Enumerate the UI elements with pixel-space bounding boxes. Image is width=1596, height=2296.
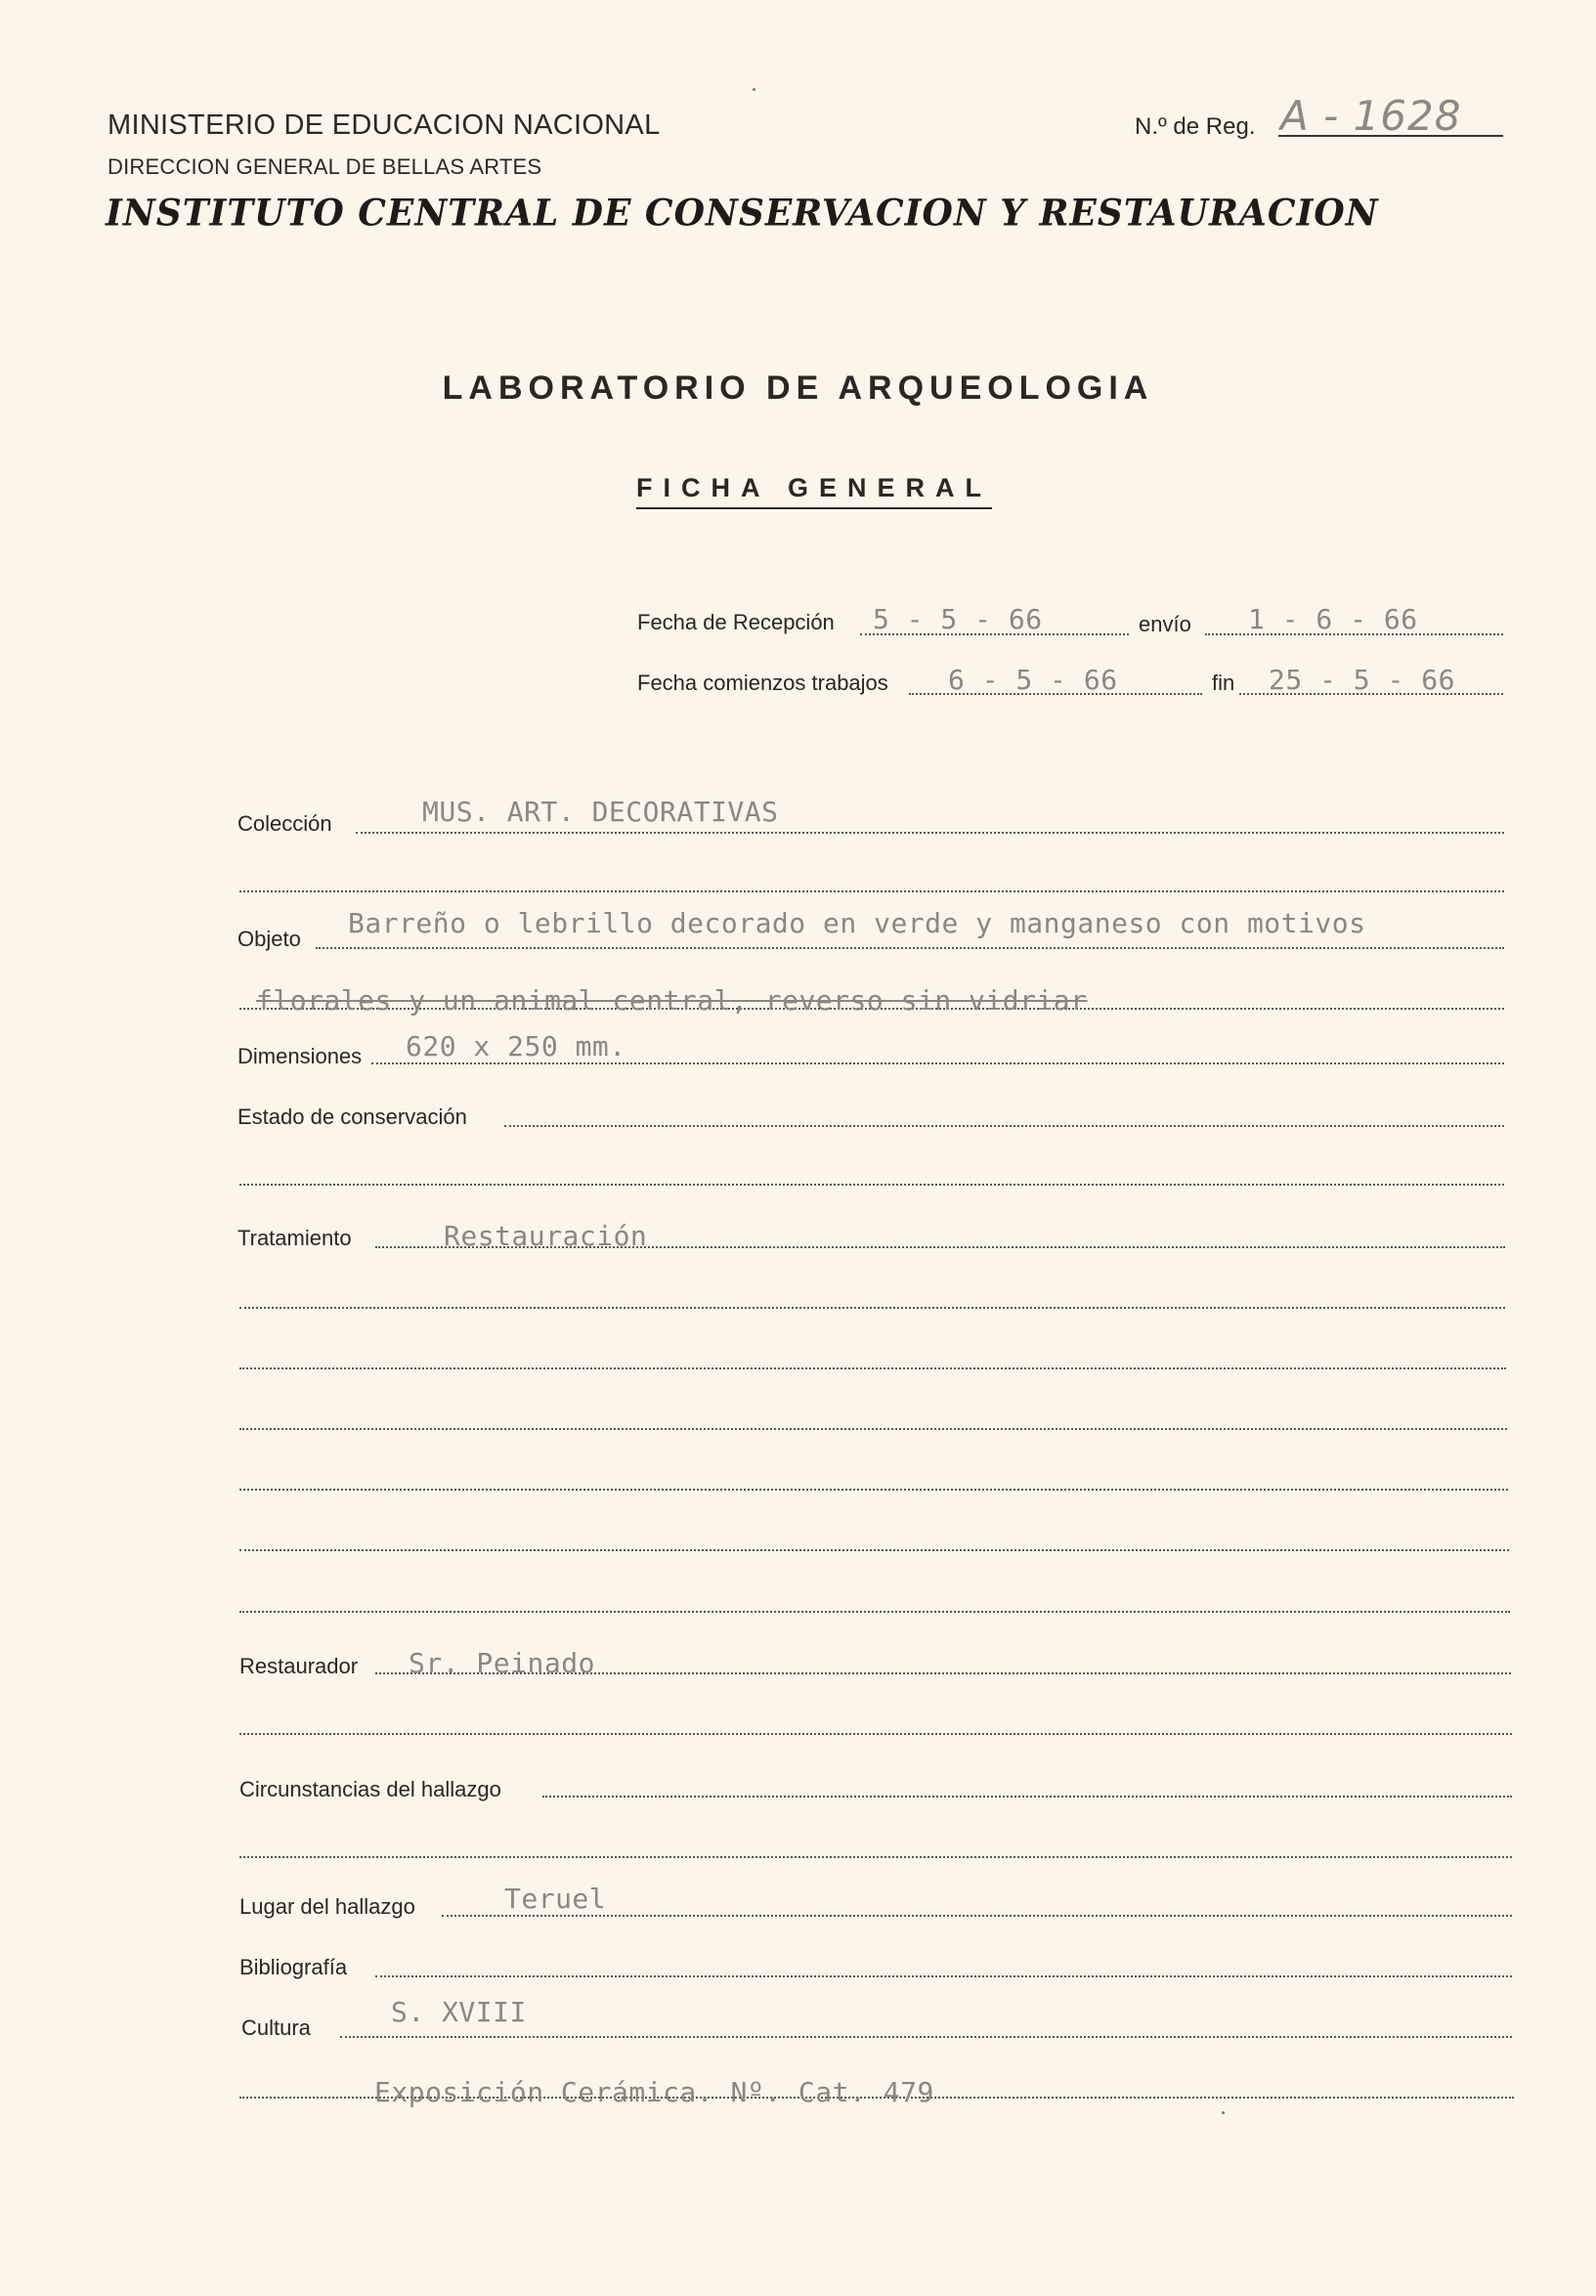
sent-date-label: envío	[1139, 612, 1191, 636]
end-date-value: 25 - 5 - 66	[1269, 664, 1455, 696]
paper-speck	[753, 88, 755, 91]
objeto-value-line2: florales y un animal central, reverso sin vidriar	[256, 984, 1088, 1017]
coleccion-line	[356, 832, 1504, 834]
cultura-value: S. XVIII	[391, 1996, 527, 2028]
sent-date-value: 1 - 6 - 66	[1248, 603, 1418, 635]
dimensiones-line	[371, 1062, 1504, 1064]
tratamiento-line-2	[239, 1307, 1505, 1309]
cultura-label: Cultura	[241, 2015, 311, 2040]
lugar-value: Teruel	[504, 1883, 607, 1915]
bibliografia-label: Bibliografía	[239, 1955, 348, 1979]
objeto-label: Objeto	[237, 927, 301, 951]
tratamiento-line-4	[239, 1428, 1507, 1430]
circunstancias-line-2	[239, 1856, 1512, 1858]
paper-speck	[1222, 2111, 1225, 2114]
tratamiento-line-3	[239, 1367, 1506, 1369]
restaurador-line-2	[239, 1733, 1512, 1735]
objeto-line	[316, 947, 1504, 949]
lugar-label: Lugar del hallazgo	[239, 1894, 415, 1919]
start-date-label: Fecha comienzos trabajos	[637, 671, 888, 695]
restaurador-value: Sr. Peinado	[409, 1647, 595, 1679]
estado-line-2	[239, 1184, 1504, 1186]
coleccion-line-2	[239, 890, 1504, 892]
reception-date-label: Fecha de Recepción	[637, 610, 835, 634]
reception-date-value: 5 - 5 - 66	[873, 603, 1043, 635]
reg-number-value: A - 1628	[1280, 92, 1462, 140]
ministry-heading: MINISTERIO DE EDUCACION NACIONAL	[108, 109, 661, 141]
circunstancias-label: Circunstancias del hallazgo	[239, 1777, 501, 1801]
start-date-value: 6 - 5 - 66	[948, 664, 1118, 696]
exposicion-value: Exposición Cerámica. Nº. Cat. 479	[374, 2076, 934, 2108]
tratamiento-line-5	[239, 1489, 1508, 1491]
lugar-line	[442, 1915, 1512, 1917]
estado-label: Estado de conservación	[237, 1105, 467, 1129]
tratamiento-label: Tratamiento	[237, 1226, 352, 1250]
coleccion-value: MUS. ART. DECORATIVAS	[422, 796, 779, 828]
restaurador-label: Restaurador	[239, 1654, 359, 1678]
bibliografia-line	[375, 1975, 1512, 1977]
directorate-heading: DIRECCION GENERAL DE BELLAS ARTES	[108, 154, 542, 179]
estado-line	[504, 1125, 1504, 1127]
tratamiento-line-6	[239, 1549, 1509, 1551]
reg-number-label: N.º de Reg.	[1135, 113, 1256, 140]
coleccion-label: Colección	[237, 811, 332, 836]
objeto-value-line1: Barreño o lebrillo decorado en verde y manganeso con motivos	[348, 907, 1366, 939]
circunstancias-line	[542, 1796, 1512, 1798]
cultura-line	[340, 2036, 1512, 2038]
form-subtitle: FICHA GENERAL	[636, 473, 992, 509]
dimensiones-label: Dimensiones	[237, 1044, 363, 1068]
lab-title: LABORATORIO DE ARQUEOLOGIA	[442, 369, 1154, 407]
institute-heading: INSTITUTO CENTRAL DE CONSERVACION Y RESTAURACION	[106, 191, 1379, 236]
tratamiento-value: Restauración	[444, 1220, 648, 1252]
dimensiones-value: 620 x 250 mm.	[406, 1030, 626, 1062]
tratamiento-line-7	[239, 1611, 1510, 1613]
end-date-label: fin	[1212, 671, 1235, 695]
